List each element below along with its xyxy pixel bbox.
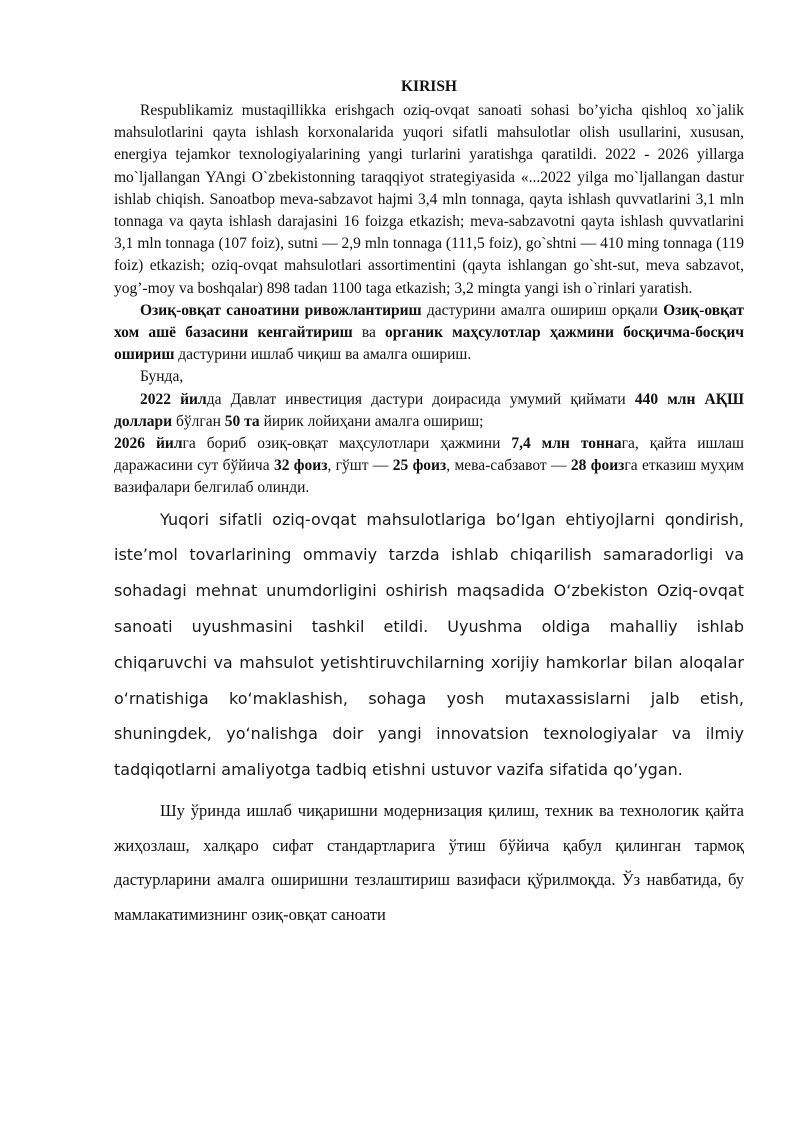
text-run: дастурини амалга ошириш орқали bbox=[421, 301, 664, 319]
bold-text: органик маҳсулотлар ҳажмини босқичма-босқич ошириш bbox=[114, 324, 744, 364]
paragraph-program bbox=[114, 300, 744, 367]
text-run: , мева-сабзавот — bbox=[446, 457, 571, 475]
text-run: дастурини ишлаб чиқиш ва амалга ошириш. bbox=[174, 346, 472, 364]
bold-text: 2022 йил bbox=[140, 390, 207, 408]
bold-text: 25 фоиз bbox=[392, 457, 447, 475]
text-run: га, қайта ишлаш даражасини сут бўйича bbox=[114, 435, 744, 475]
bold-text: 440 млн АҚШ доллари bbox=[114, 390, 745, 430]
text-run: га етказиш муҳим вазифалари белгилаб олинди. bbox=[114, 457, 744, 497]
page-title: KIRISH bbox=[401, 78, 457, 95]
text-run: га бориб озиқ-овқат маҳсулотлари ҳажмини bbox=[182, 435, 512, 453]
bold-text: 32 фоиз bbox=[273, 457, 328, 475]
bold-text: 2026 йил bbox=[114, 435, 183, 453]
paragraph-bunda: Бунда, bbox=[140, 368, 184, 386]
text-run: да Давлат инвестиция дастури доирасида умумий қиймати bbox=[206, 390, 635, 408]
bold-text: 28 фоиз bbox=[570, 457, 625, 475]
bold-text: Озиқ-овқат хом ашё базасини кенгайтириш bbox=[114, 301, 744, 342]
bold-text: 7,4 млн тонна bbox=[511, 435, 622, 453]
paragraph-strategy: Respublikamiz mustaqillikka erishgach oziq-ovqat sanoati sohasi bo’yicha qishloq xo`jalik mahsulotlarini qayta ishlash korxonalarida yuqori sifatli mahsulotlar olish usullarini, xususan, energiya tejamkor texnologiyalarining yangi turlarini yaratishga qaratildi. 2022 - 2026 yillarga mo`ljallangan YAngi O`zbekistonning taraqqiyot strategiyasida «...2022 yilga mo`ljallangan dastur ishlab chiqish. Sanoatbop meva-sabzavot hajmi 3,4 mln tonnaga, qayta ishlash quvvatlarini 3,1 mln tonnaga va qayta ishlash darajasini 16 foizga etkazish; meva-sabzavotni qayta ishlash quvvatlarini 3,1 mln tonnaga (107 foiz), sutni — 2,9 mln tonnaga (111,5 foiz), go`shtni — 410 ming tonnaga (119 foiz) etkazish; oziq-ovqat mahsulotlari assortimentini (qayta ishlangan go`sht-sut, meva sabzavot, yog’-moy va boshqalar) 898 tadan 1100 taga etkazish; 3,2 mingta yangi ish o`rinlari yaratish. bbox=[114, 102, 744, 297]
text-run: бўлган bbox=[172, 412, 225, 430]
text-run: ва bbox=[352, 324, 386, 342]
bold-text: Озиқ-овқат саноатини ривожлантириш bbox=[140, 301, 422, 319]
paragraph-modernization: Шу ўринда ишлаб чиқаришни модернизация қилиш, техник ва технологик қайта жиҳозлаш, халқаро сифат стандартларига ўтиш бўйича қабул қилинган тармоқ дастурларини амалга оширишни тезлаштириш вазифаси қўрилмоқда. Ўз навбатида, бу мамлакатимизнинг озиқ-овқат саноати bbox=[114, 801, 744, 924]
paragraph-association: Yuqori sifatli oziq-ovqat mahsulotlariga bo‘lgan ehtiyojlarni qondirish, iste’mol tovarlarining ommaviy tarzda ishlab chiqarilish samaradorligi va sohadagi mehnat unumdorligini oshirish maqsadida O‘zbekiston Oziq-ovqat sanoati uyushmasini tashkil etildi. Uyushma oldiga mahalliy ishlab chiqaruvchi va mahsulot yetishtiruvchilarning xorijiy hamkorlar bilan aloqalar o‘rnatishiga ko‘maklashish, sohaga yosh mutaxassislarni jalb etish, shuningdek, yo‘nalishga doir yangi innovatsion texnologiyalar va ilmiy tadqiqotlarni amaliyotga tadbiq etishni ustuvor vazifa sifatida qo’ygan. bbox=[114, 509, 744, 780]
bold-text: 50 та bbox=[224, 412, 260, 430]
paragraph-2022 bbox=[114, 389, 744, 433]
paragraph-2026 bbox=[114, 433, 744, 500]
text-run: , гўшт — bbox=[327, 457, 393, 475]
text-run: йирик лойиҳани амалга ошириш; bbox=[259, 412, 484, 430]
